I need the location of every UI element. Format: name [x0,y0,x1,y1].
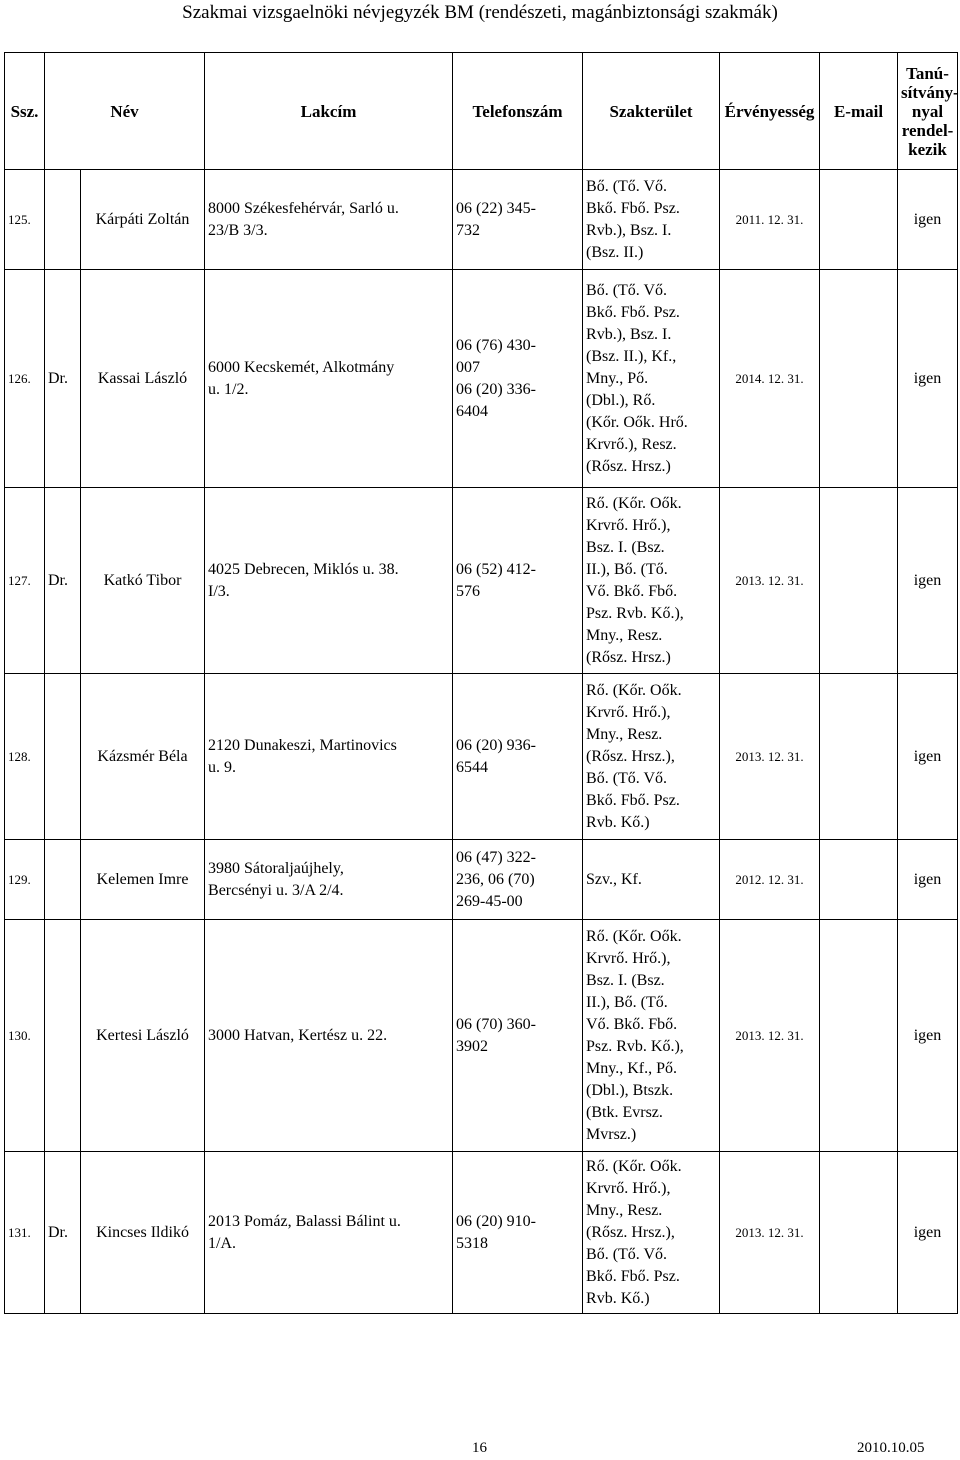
cell-ssz: 125. [5,170,45,270]
cell-ssz: 129. [5,840,45,920]
cell-telefon: 06 (20) 910- 5318 [453,1152,583,1314]
cell-lakcim: 4025 Debrecen, Miklós u. 38. I/3. [205,488,453,674]
cell-ssz: 131. [5,1152,45,1314]
cell-lakcim: 8000 Székesfehérvár, Sarló u. 23/B 3/3. [205,170,453,270]
cell-nev: Kelemen Imre [81,840,205,920]
cell-dr [45,920,81,1152]
header-ervenyesseg: Érvényesség [720,53,820,170]
cell-lakcim: 6000 Kecskemét, Alkotmány u. 1/2. [205,270,453,488]
cell-lakcim: 2013 Pomáz, Balassi Bálint u. 1/A. [205,1152,453,1314]
cell-email [820,270,898,488]
table-row [5,270,958,488]
header-szakterulet: Szakterület [583,53,720,170]
table-row [5,920,958,1152]
cell-szakterulet: Rő. (Kőr. Oők. Krvrő. Hrő.), Mny., Resz. (Rősz. Hrsz.), Bő. (Tő. Vő. Bkő. Fbő. Psz. Rvb. Kő.) [583,1152,720,1314]
cell-telefon: 06 (22) 345- 732 [453,170,583,270]
cell-telefon: 06 (76) 430- 007 06 (20) 336- 6404 [453,270,583,488]
cell-dr [45,674,81,840]
header-ssz: Ssz. [5,53,45,170]
cell-email [820,920,898,1152]
cell-email [820,1152,898,1314]
cell-email [820,840,898,920]
table-row [5,1152,958,1314]
cell-telefon: 06 (70) 360- 3902 [453,920,583,1152]
cell-email [820,170,898,270]
cell-ssz: 130. [5,920,45,1152]
register-table [4,52,958,1314]
cell-szakterulet: Rő. (Kőr. Oők. Krvrő. Hrő.), Bsz. I. (Bsz. II.), Bő. (Tő. Vő. Bkő. Fbő. Psz. Rvb. Kő.), Mny., Kf., Pő. (Dbl.), Btszk. (Btk. Evrsz. Mvrsz.) [583,920,720,1152]
header-tanusitvany: Tanú- sítvány- nyal rendel- kezik [898,53,958,170]
cell-dr [45,170,81,270]
cell-ervenyesseg: 2013. 12. 31. [720,674,820,840]
header-email: E-mail [820,53,898,170]
cell-tanusitvany: igen [898,1152,958,1314]
cell-nev: Kertesi László [81,920,205,1152]
cell-ssz: 126. [5,270,45,488]
cell-lakcim: 3000 Hatvan, Kertész u. 22. [205,920,453,1152]
cell-ervenyesseg: 2013. 12. 31. [720,1152,820,1314]
cell-ssz: 128. [5,674,45,840]
cell-tanusitvany: igen [898,170,958,270]
header-nev: Név [45,53,205,170]
cell-email [820,674,898,840]
table-row [5,840,958,920]
cell-tanusitvany: igen [898,674,958,840]
header-row [5,53,958,170]
cell-nev: Kincses Ildikó [81,1152,205,1314]
cell-ervenyesseg: 2011. 12. 31. [720,170,820,270]
cell-szakterulet: Bő. (Tő. Vő. Bkő. Fbő. Psz. Rvb.), Bsz. I. (Bsz. II.) [583,170,720,270]
cell-tanusitvany: igen [898,488,958,674]
header-lakcim: Lakcím [205,53,453,170]
table-row [5,674,958,840]
cell-dr: Dr. [45,270,81,488]
cell-tanusitvany: igen [898,840,958,920]
cell-telefon: 06 (52) 412- 576 [453,488,583,674]
cell-nev: Kárpáti Zoltán [81,170,205,270]
cell-ervenyesseg: 2013. 12. 31. [720,488,820,674]
cell-telefon: 06 (47) 322- 236, 06 (70) 269-45-00 [453,840,583,920]
cell-telefon: 06 (20) 936- 6544 [453,674,583,840]
cell-nev: Kassai László [81,270,205,488]
header-telefon: Telefonszám [453,53,583,170]
cell-ervenyesseg: 2013. 12. 31. [720,920,820,1152]
cell-nev: Kázsmér Béla [81,674,205,840]
cell-szakterulet: Rő. (Kőr. Oők. Krvrő. Hrő.), Mny., Resz. (Rősz. Hrsz.), Bő. (Tő. Vő. Bkő. Fbő. Psz. Rvb. Kő.) [583,674,720,840]
cell-szakterulet: Bő. (Tő. Vő. Bkő. Fbő. Psz. Rvb.), Bsz. I. (Bsz. II.), Kf., Mny., Pő. (Dbl.), Rő. (Kőr. Oők. Hrő. Krvrő.), Resz. (Rősz. Hrsz.) [583,270,720,488]
cell-ssz: 127. [5,488,45,674]
page-title: Szakmai vizsgaelnöki névjegyzék BM (rendészeti, magánbiztonsági szakmák) [182,2,778,23]
cell-szakterulet: Rő. (Kőr. Oők. Krvrő. Hrő.), Bsz. I. (Bsz. II.), Bő. (Tő. Vő. Bkő. Fbő. Psz. Rvb. Kő.), Mny., Resz. (Rősz. Hrsz.) [583,488,720,674]
cell-lakcim: 3980 Sátoraljaújhely, Bercsényi u. 3/A 2/4. [205,840,453,920]
cell-lakcim: 2120 Dunakeszi, Martinovics u. 9. [205,674,453,840]
cell-ervenyesseg: 2012. 12. 31. [720,840,820,920]
cell-ervenyesseg: 2014. 12. 31. [720,270,820,488]
cell-dr: Dr. [45,1152,81,1314]
table-row [5,488,958,674]
cell-email [820,488,898,674]
page-number: 16 [472,1440,487,1456]
cell-dr: Dr. [45,488,81,674]
cell-szakterulet: Szv., Kf. [583,840,720,920]
cell-tanusitvany: igen [898,920,958,1152]
table-row [5,170,958,270]
cell-nev: Katkó Tibor [81,488,205,674]
footer-date: 2010.10.05 [857,1440,925,1456]
cell-tanusitvany: igen [898,270,958,488]
cell-dr [45,840,81,920]
